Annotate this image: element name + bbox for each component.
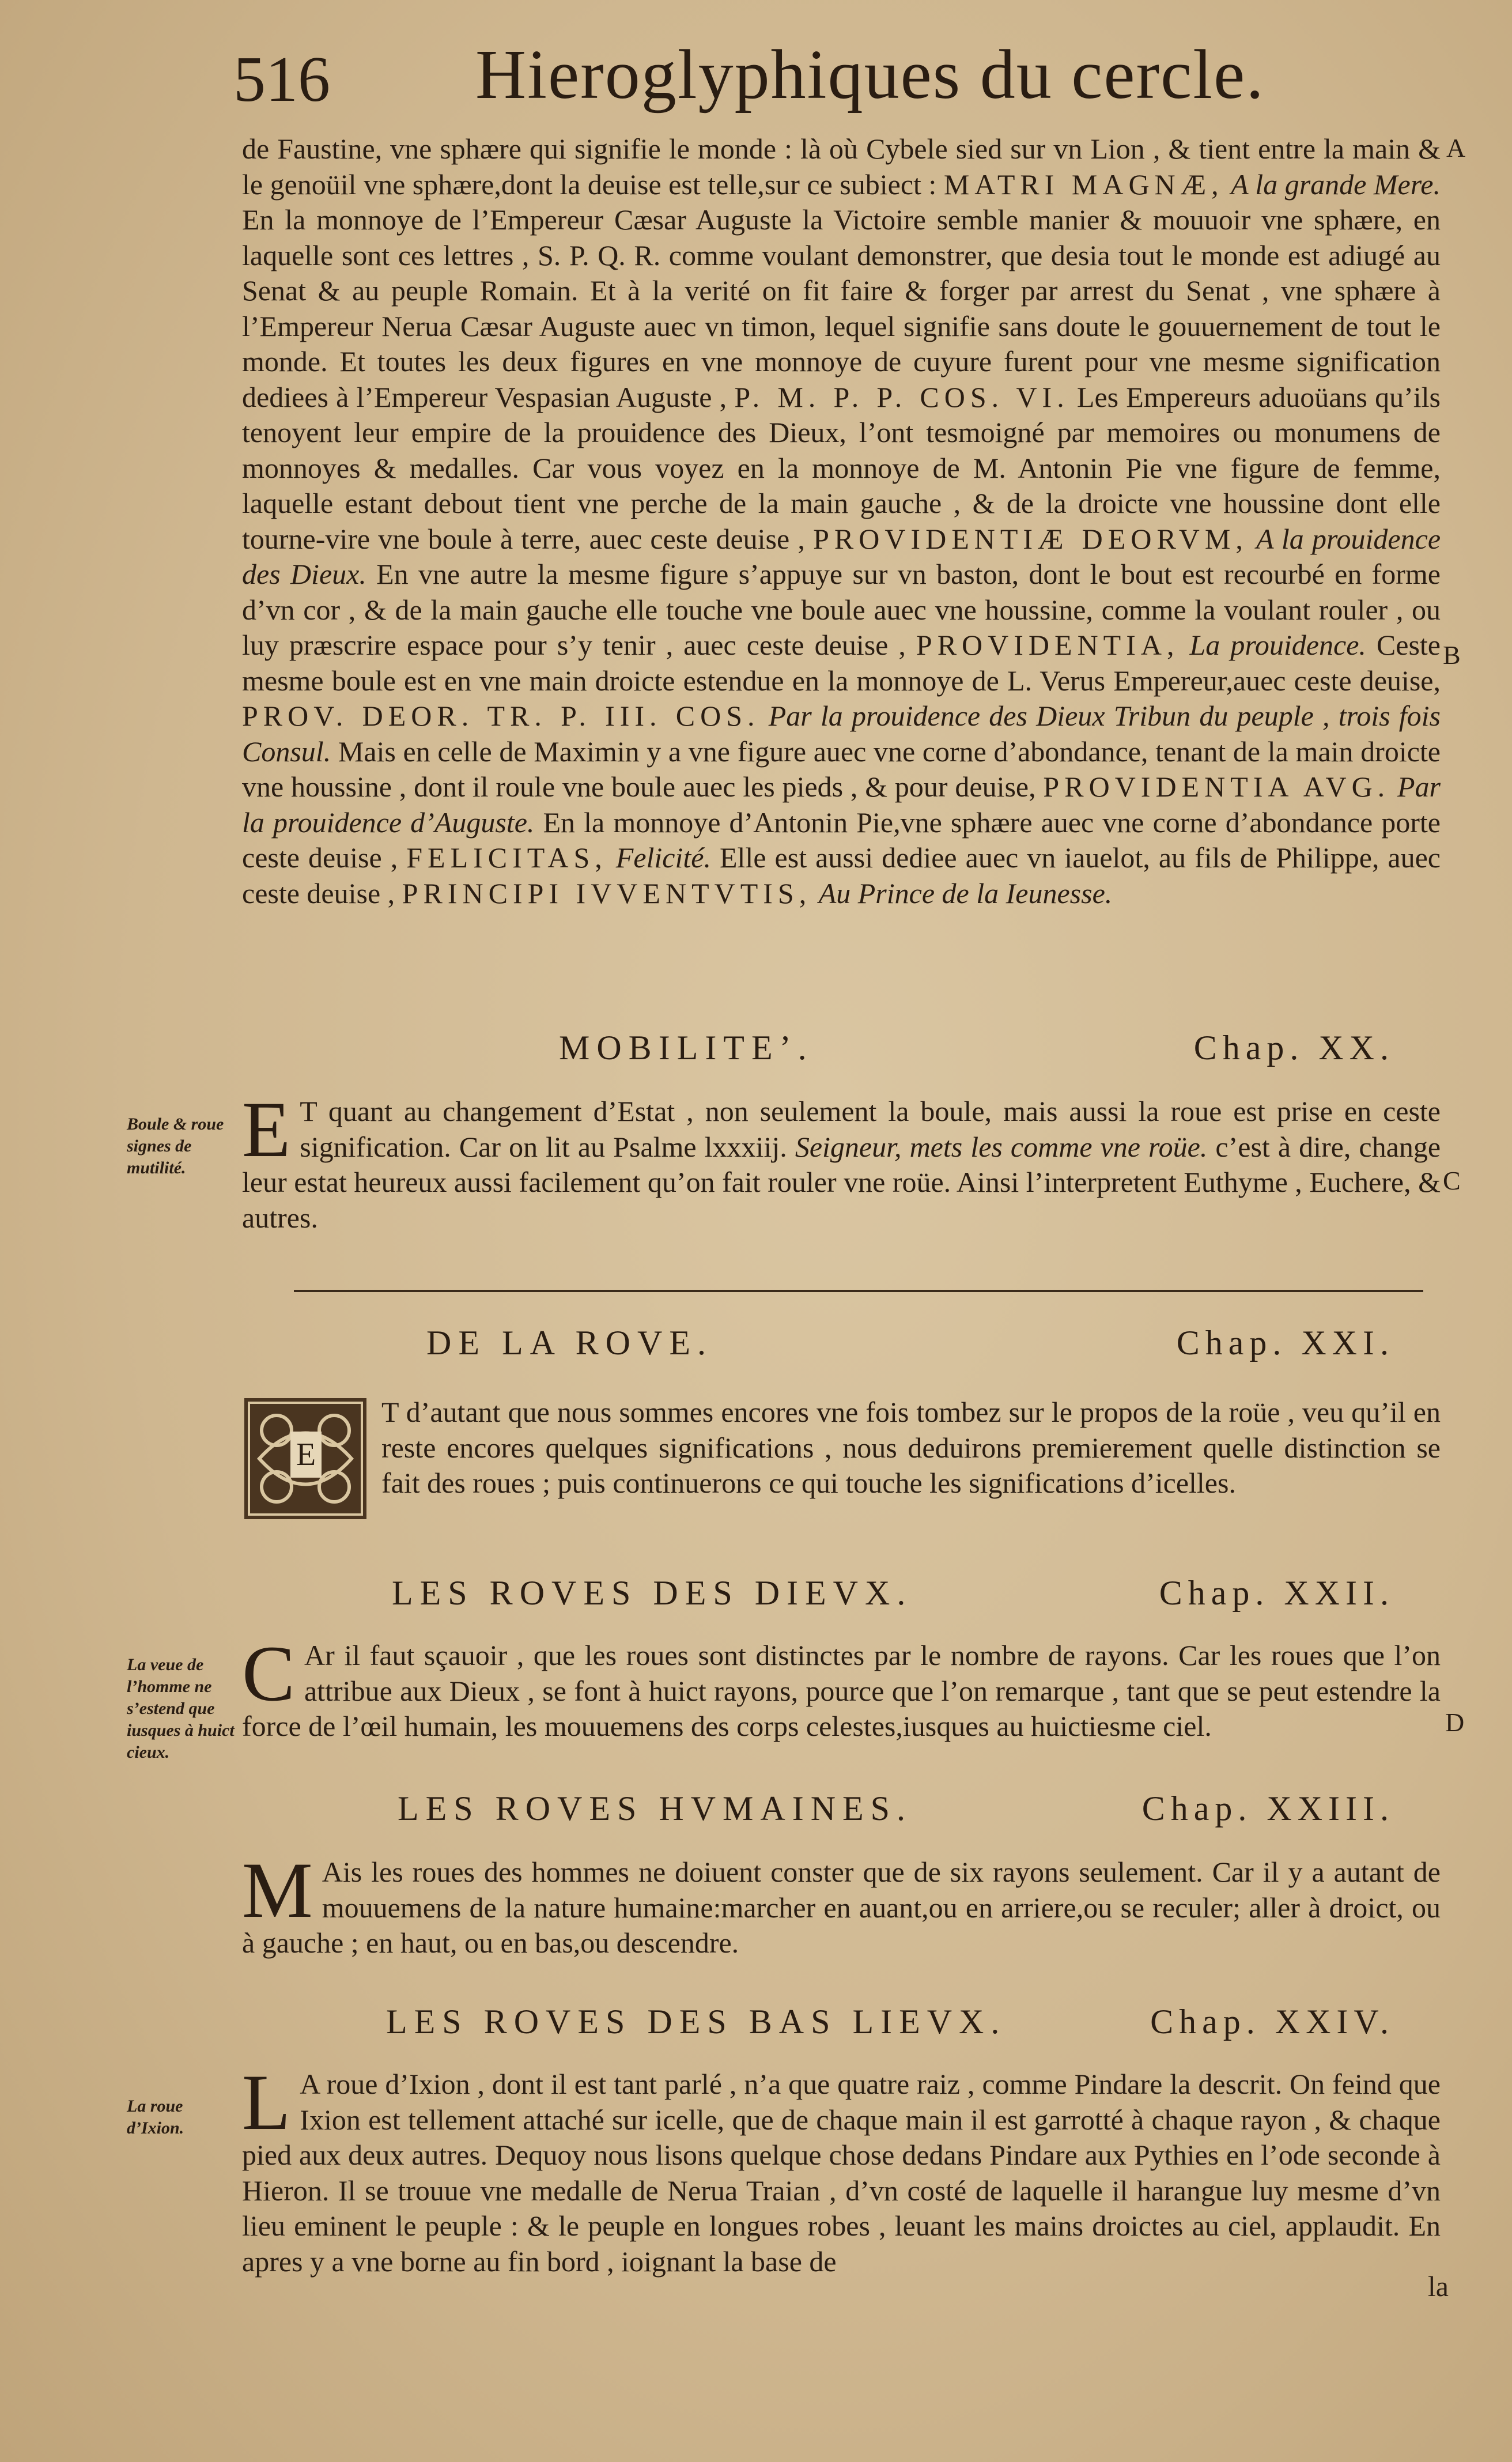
margin-letter: C [1443, 1166, 1461, 1195]
page-number: 516 [233, 44, 330, 115]
margin-letter: B [1443, 640, 1461, 670]
drop-cap: C [242, 1629, 296, 1717]
chapter-number: Chap. XXIII. [1141, 1789, 1394, 1827]
page-header [233, 35, 1461, 121]
chapter-21-text: E T d’autant que nous sommes encores vne fois tombez sur le propos de la roüe , veu qu’il en reste encores quelques significations , nous deduirons premierement quelle distinction se fait des roues ; puis continuerons ce qui touche les significations d’icelles. [242, 1395, 1441, 1521]
drop-cap: M [242, 1846, 313, 1934]
chapter-title: LES ROVES DES DIEVX. [392, 1574, 913, 1612]
margin-letter: A [1446, 133, 1466, 163]
margin-note: La veue de l’homme ne s’estend que iusques à huict cieux. [127, 1655, 235, 1762]
running-title: Hieroglyphiques du cercle. [475, 36, 1265, 114]
chapter-20-heading [242, 1028, 1441, 1074]
intro-paragraph: de Faustine, vne sphære qui signifie le monde : là où Cybele sied sur vn Lion , & tient entre la main & le genoüil vne sphære,dont la deuise est telle,sur ce subiect : MATRI MAGNÆ, A la grande Mere. En la monnoye de l’Empereur Cæsar Auguste la Victoire semble manier & mouuoir vne sphære, en laquelle sont ces lettres , S. P. Q. R. comme voulant demonstrer, que desia tout le monde est adiugé au Senat & au peuple Romain. Et à la verité on fit faire & forger par arrest du Senat , vne sphære à l’Empereur Nerua Cæsar Auguste auec vn timon, lequel signifie sans doute le gouuernement de tout le monde. Et toutes les deux figures en vne monnoye de cuyure furent pour vne mesme signification dediees à l’Empereur Vespasian Auguste , P. M. P. P. COS. VI. Les Empereurs aduoüans qu’ils tenoyent leur empire de la prouidence des Dieux, l’ont tesmoigné par memoires ou monumens de monnoyes & medalles. Car vous voyez en la monnoye de M. Antonin Pie vne figure de femme, laquelle estant debout tient vne perche de la main gauche , & de la droicte vne houssine dont elle tourne-vire vne boule à terre, auec ceste deuise , PROVIDENTIÆ DEORVM, A la prouidence des Dieux. En vne autre la mesme figure s’appuye sur vn baston, dont le bout est recourbé en forme d’vn cor , & de la main gauche elle touche vne boule auec vne houssine, comme la voulant rouler , ou luy præscrire espace pour s’y tenir , auec ceste deuise , PROVIDENTIA, La prouidence. Ceste mesme boule est en vne main droicte estendue en la monnoye de L. Verus Empereur,auec ceste deuise, PROV. DEOR. TR. P. III. COS. Par la prouidence des Dieux Tribun du peuple , trois fois Consul. Mais en celle de Maximin y a vne figure auec vne corne d’abondance, tenant de la main droicte vne houssine , dont il roule vne boule auec les pieds , & pour deuise, PROVIDENTIA AVG. Par la prouidence d’Auguste. En la monnoye d’Antonin Pie,vne sphære auec vne corne d’abondance porte ceste deuise , FELICITAS, Felicité. Elle est aussi dediee auec vn iauelot, au fils de Philippe, auec ceste deuise , PRINCIPI IVVENTVTIS, Au Prince de la Ieunesse. [242, 133, 1441, 909]
catchword: la [1427, 2270, 1449, 2302]
chapter-number: Chap. XXI. [1176, 1324, 1394, 1362]
chapter-number: Chap. XXIV. [1150, 2003, 1394, 2041]
drop-cap: L [242, 2058, 291, 2146]
chapter-title: DE LA ROVE. [426, 1324, 713, 1362]
chapter-title: MOBILITE’. [559, 1029, 814, 1067]
drop-cap: E [242, 1085, 291, 1173]
margin-note: Boule & roue signes de mutilité. [127, 1115, 224, 1177]
chapter-23-text: M Ais les roues des hommes ne doiuent conster que de six rayons seulement. Car il y a autant de mouuemens de la nature humaine:marcher en auant,ou en arriere,ou se reculer; aller à droict, ou à gauche ; en haut, ou en bas,ou descendre. [242, 1846, 1441, 1959]
chapter-20-text: E T quant au changement d’Estat , non seulement la boule, mais aussi la roue est prise en ceste signification. Car on lit au Psalme lxxxiij. Seigneur, mets les comme vne roüe. c’est à dire, change leur estat heureux aussi facilement qu’on fait rouler vne roüe. Ainsi l’interpretent Euthyme , Euchere, & autres. [242, 1085, 1441, 1234]
chapter-24-heading [242, 2002, 1441, 2048]
chapter-24-text: L A roue d’Ixion , dont il est tant parlé , n’a que quatre raiz , comme Pindare la descrit. On feind que Ixion est tellement attaché sur icelle, que de chaque main il est garrotté à chaque rayon , & chaque pied aux deux autres. Dequoy nous lisons quelque chose dedans Pindare aux Pythies en l’ode seconde à Hieron. Il se trouue vne medalle de Nerua Traian , d’vn costé de laquelle il harangue luy mesme d’vn lieu eminent le peuple : & le peuple en longues robes , leuant les mains droictes au ciel, applaudit. En apres y a vne borne au fin bord , ioignant la base de [242, 2058, 1441, 2278]
chapter-number: Chap. XX. [1193, 1029, 1394, 1067]
chapter-23-heading [242, 1789, 1441, 1835]
margin-note: La roue d’Ixion. [127, 2097, 184, 2138]
chapter-title: LES ROVES DES BAS LIEVX. [386, 2003, 1007, 2041]
margin-letter: D [1445, 1708, 1465, 1737]
ornamental-letter: E [290, 1432, 322, 1478]
chapter-number: Chap. XXII. [1159, 1574, 1394, 1612]
divider-rule [294, 1290, 1423, 1292]
ornamental-initial [242, 1396, 369, 1521]
chapter-title: LES ROVES HVMAINES. [398, 1789, 913, 1827]
chapter-22-heading [242, 1573, 1441, 1619]
chapter-21-heading [242, 1323, 1441, 1369]
chapter-22-text: C Ar il faut sçauoir , que les roues sont distinctes par le nombre de rayons. Car les roues que l’on attribue aux Dieux , se font à huict rayons, pource que l’on remarque , tant que se peut estendre la force de l’œil humain, les mouuemens des corps celestes,iusques au huictiesme ciel. [242, 1629, 1441, 1742]
